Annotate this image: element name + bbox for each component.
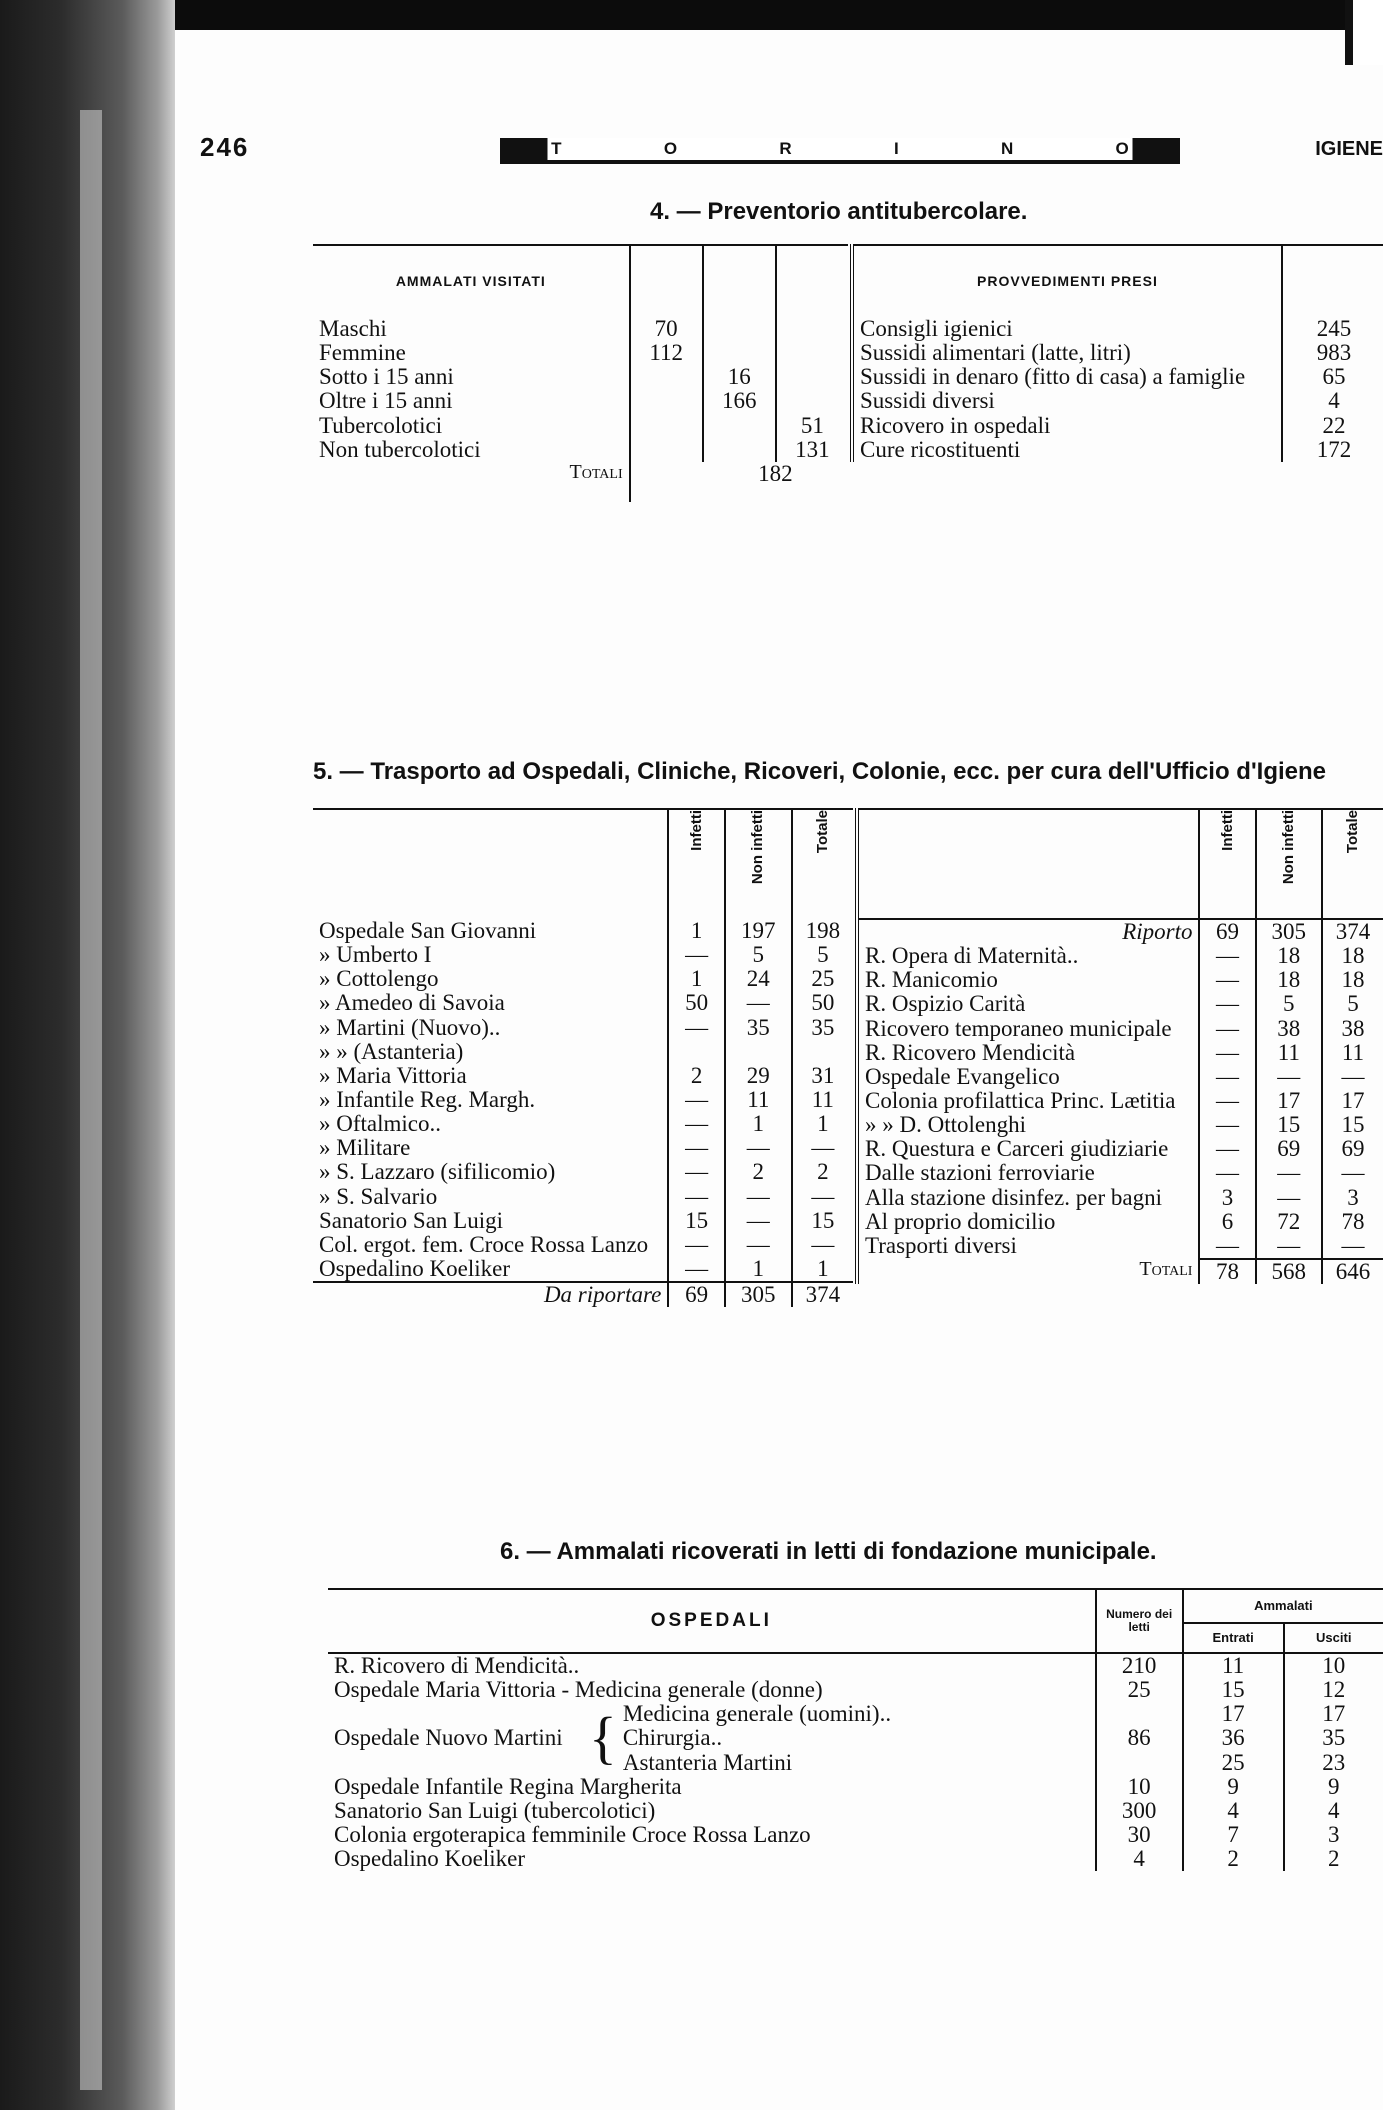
row-label: Ricovero in ospedali [852,414,1282,438]
cell: — [725,1209,792,1233]
row-label: » S. Salvario [319,1183,438,1209]
row-label: » Martini (Nuovo).. [319,1014,501,1040]
row-label: Ospedalino Koeliker [319,1255,510,1281]
table-row [313,317,848,341]
s6-body [328,1653,1383,1702]
s6-martini-sub: Chirurgia.. [622,1725,723,1751]
s6-header-ospedali: OSPEDALI [328,1589,1096,1653]
s4-left-table [313,244,848,502]
cell: 4 [1096,1847,1183,1871]
row-label: Sussidi in denaro (fitto di casa) a famiglie [852,365,1282,389]
cell: 17 [1256,1089,1322,1113]
s5-left-total-b: 305 [725,1282,792,1307]
s4-left-body [313,317,848,462]
table-row [857,1113,1383,1137]
cell: 29 [725,1064,792,1088]
s5-riporto-label: Riporto [857,919,1199,944]
row-label: R. Ricovero Mendicità [857,1041,1199,1065]
cell: 65 [1282,365,1383,389]
cell: — [1199,1065,1255,1089]
row-label: Ospedale San Giovanni [319,918,537,943]
cell [703,438,776,462]
cell: 1 [792,1112,853,1136]
cell: 25 [1221,1749,1245,1775]
table-row [852,317,1383,341]
cell: 172 [1282,438,1383,462]
cell: 2 [1284,1847,1383,1871]
row-label: Sanatorio San Luigi [319,1207,503,1233]
s5-left-total-c: 374 [792,1282,853,1307]
s5-right-body [857,944,1383,1259]
cell: 35 [725,1016,792,1040]
cell: 22 [1282,414,1383,438]
table-row [328,1775,1383,1799]
row-label: Ricovero temporaneo municipale [857,1017,1199,1041]
row-label: Ospedale Infantile Regina Margherita [334,1773,682,1799]
table-row [313,1209,853,1233]
cell: — [668,1136,725,1160]
section-tag: IGIENE [1315,138,1383,160]
col-infetti: Infetti [1218,810,1236,851]
table-row [852,438,1383,462]
s4-right-body [852,317,1383,462]
cell: — [1199,1089,1255,1113]
table-row [852,365,1383,389]
cell [630,365,703,389]
cell: 17 [1221,1701,1245,1727]
table-row [313,1136,853,1160]
cell: 3 [1322,1186,1383,1210]
table-row [328,1799,1383,1823]
row-label: » Umberto I [319,942,432,968]
table-row [313,1233,853,1257]
table-row [852,389,1383,413]
cell: — [1199,968,1255,992]
s6-martini-sub: Medicina generale (uomini).. [622,1701,892,1727]
table-row [857,1041,1383,1065]
s5-left-table [313,808,853,1307]
row-label: » S. Lazzaro (sifilicomio) [319,1159,556,1185]
table-row [328,1847,1383,1871]
cell [630,438,703,462]
cell: 31 [792,1064,853,1088]
cell: — [1199,1113,1255,1137]
running-title [500,138,1180,164]
scan-corner [1345,0,1383,65]
table-row [313,414,848,438]
section-5-title: 5. — Trasporto ad Ospedali, Cliniche, Ricoveri, Colonie, ecc. per cura dell'Ufficio d'Igiene [313,758,1327,785]
table-row [313,1064,853,1088]
cell: 69 [1256,1137,1322,1161]
cell: — [668,1088,725,1112]
cell: — [1199,1017,1255,1041]
row-label: Ospedale Maria Vittoria - Medicina generale (donne) [334,1677,823,1703]
cell: — [1199,1137,1255,1161]
cell: — [1256,1065,1322,1089]
table-row [852,341,1383,365]
cell: 38 [1322,1017,1383,1041]
cell: 198 [792,919,853,943]
s4-left-header: AMMALATI VISITATI [313,245,630,317]
cell [776,341,848,365]
s4-total: 182 [758,460,793,486]
cell: — [1256,1161,1322,1185]
cell: 11 [725,1088,792,1112]
s6-martini-sub: Astanteria Martini [622,1749,793,1775]
cell [630,414,703,438]
row-label: R. Ospizio Carità [857,992,1199,1016]
table-row [857,1161,1383,1185]
cell: 24 [725,967,792,991]
row-label: » » (Astanteria) [319,1038,464,1064]
row-label: » Oftalmico.. [319,1111,441,1137]
cell: 300 [1096,1799,1183,1823]
row-label: Ospedalino Koeliker [334,1846,525,1872]
cell: 3 [1199,1186,1255,1210]
table-row [852,414,1383,438]
s4-right-table [850,244,1383,462]
table-row [313,365,848,389]
s5-left-total-label: Da riportare [543,1282,662,1308]
cell: 1 [668,967,725,991]
cell: 245 [1282,317,1383,341]
cell: — [1199,1041,1255,1065]
cell: 30 [1096,1823,1183,1847]
table-row [857,1137,1383,1161]
row-label: R. Manicomio [857,968,1199,992]
cell: 9 [1284,1775,1383,1799]
table-row [313,1088,853,1112]
table-row [857,968,1383,992]
s5-riporto-a: 69 [1199,919,1255,944]
cell: 11 [1256,1041,1322,1065]
cell: 25 [1096,1678,1183,1702]
row-label: » » D. Ottolenghi [857,1113,1199,1137]
cell: 166 [703,389,776,413]
running-letter: I [893,139,899,158]
cell: 1 [792,1257,853,1282]
row-label: Alla stazione disinfez. per bagni [857,1186,1199,1210]
row-label: Sotto i 15 anni [319,364,454,390]
cell: 11 [1183,1653,1284,1678]
cell: 35 [1322,1725,1346,1751]
table-row [857,1234,1383,1259]
cell: 36 [1221,1725,1245,1751]
cell: 1 [668,919,725,943]
cell: 78 [1322,1210,1383,1234]
cell: 4 [1284,1799,1383,1823]
cell: — [792,1185,853,1209]
s6-header-ammalati: Ammalati [1183,1589,1383,1623]
s6-body [328,1775,1383,1872]
cell: 15 [1183,1678,1284,1702]
cell [792,1040,853,1064]
table-row [328,1653,1383,1678]
s5-riporto-b: 305 [1256,919,1322,944]
row-label: Tubercolotici [319,412,443,438]
cell: 15 [1322,1113,1383,1137]
s5-right-table [855,808,1383,1284]
running-letter: R [779,139,792,158]
s5-right-total-label: Totali [857,1259,1199,1284]
cell [630,389,703,413]
running-letter: N [1000,139,1014,158]
s5-right-total-a: 78 [1199,1259,1255,1284]
cell: 11 [792,1088,853,1112]
cell: 15 [792,1209,853,1233]
section-4-title: 4. — Preventorio antitubercolare. [650,198,1028,225]
s4-right-header: PROVVEDIMENTI PRESI [852,245,1282,317]
row-label: Colonia profilattica Princ. Lætitia [857,1089,1199,1113]
row-label: » Amedeo di Savoia [319,990,505,1016]
cell: 16 [703,365,776,389]
cell [776,365,848,389]
s6-martini-label: Ospedale Nuovo Martini [334,1725,563,1751]
table-row [313,1040,853,1064]
table-row [313,389,848,413]
table-row [857,1089,1383,1113]
table-row [313,1160,853,1184]
cell: 4 [1183,1799,1284,1823]
cell [776,317,848,341]
s5-left-body [313,919,853,1282]
table-row [857,1065,1383,1089]
cell: 18 [1322,944,1383,968]
cell: — [668,1016,725,1040]
cell: 112 [630,341,703,365]
cell [668,1040,725,1064]
s5-right-total-b: 568 [1256,1259,1322,1284]
table-row [313,341,848,365]
cell [703,414,776,438]
col-infetti: Infetti [687,810,705,851]
table-row [313,1016,853,1040]
col-non-infetti: Non infetti [749,810,767,885]
row-label: Dalle stazioni ferroviarie [857,1161,1199,1185]
table-row [857,1017,1383,1041]
cell: 210 [1096,1653,1183,1678]
cell: 9 [1183,1775,1284,1799]
table-row [313,1112,853,1136]
row-label: R. Ricovero di Mendicità.. [334,1653,580,1678]
cell: — [668,1160,725,1184]
s6-header-entrati: Entrati [1183,1623,1284,1653]
section-6-title: 6. — Ammalati ricoverati in letti di fondazione municipale. [500,1538,1157,1565]
row-label: Al proprio domicilio [857,1210,1199,1234]
cell: — [1199,944,1255,968]
cell: 1 [725,1112,792,1136]
cell: — [725,1233,792,1257]
cell: — [792,1136,853,1160]
cell: 2 [792,1160,853,1184]
row-label: Femmine [319,340,406,366]
cell: 69 [1322,1137,1383,1161]
table-row [313,1257,853,1282]
cell: — [668,1257,725,1282]
row-label: » Maria Vittoria [319,1062,467,1088]
cell: 5 [725,943,792,967]
row-label: Col. ergot. fem. Croce Rossa Lanzo [319,1231,649,1257]
cell: 5 [1322,992,1383,1016]
s4-totali-label: Totali [569,460,623,483]
cell: 197 [725,919,792,943]
cell: 72 [1256,1210,1322,1234]
row-label: Ospedale Evangelico [857,1065,1199,1089]
cell: 15 [1256,1113,1322,1137]
row-label: Colonia ergoterapica femminile Croce Rossa Lanzo [334,1821,811,1847]
row-label: Non tubercolotici [319,436,481,462]
cell: 6 [1199,1210,1255,1234]
cell: 5 [1256,992,1322,1016]
s5-left-total-a: 69 [668,1282,725,1307]
cell: 12 [1284,1678,1383,1702]
row-label: R. Opera di Maternità.. [857,944,1199,968]
cell: 7 [1183,1823,1284,1847]
cell: 38 [1256,1017,1322,1041]
row-label: Cure ricostituenti [852,438,1282,462]
table-row [313,1185,853,1209]
cell: 2 [1183,1847,1284,1871]
table-row [313,991,853,1015]
table-row [313,438,848,462]
cell: 23 [1322,1749,1346,1775]
s6-table [328,1588,1383,1871]
cell: — [668,1112,725,1136]
cell: — [1322,1234,1383,1259]
cell: — [668,943,725,967]
cell: 17 [1322,1701,1346,1727]
row-label: Sussidi alimentari (latte, litri) [852,341,1282,365]
s6-martini-letti: 86 [1096,1702,1183,1774]
cell: — [668,1185,725,1209]
cell: — [725,991,792,1015]
cell: — [792,1233,853,1257]
cell: — [725,1185,792,1209]
cell [703,341,776,365]
table-row [313,967,853,991]
cell: 15 [668,1209,725,1233]
s6-martini-row [328,1702,1096,1774]
table-row [857,1210,1383,1234]
cell: 51 [776,414,848,438]
table-row [328,1678,1383,1702]
col-totale: Totale [813,810,831,854]
cell: 18 [1256,968,1322,992]
row-label: Trasporti diversi [857,1234,1199,1259]
cell: — [725,1136,792,1160]
cell: 3 [1284,1823,1383,1847]
cell: 5 [792,943,853,967]
cell [703,317,776,341]
row-label: Oltre i 15 anni [319,388,453,414]
running-letter: O [1115,139,1129,158]
table-row [857,1186,1383,1210]
cell: — [1256,1186,1322,1210]
cell: 25 [792,967,853,991]
cell: 18 [1322,968,1383,992]
running-letter: O [663,139,678,158]
table-row [857,944,1383,968]
table-row [328,1823,1383,1847]
page-edge [80,110,102,2090]
cell: — [1256,1234,1322,1259]
cell: — [668,1233,725,1257]
cell: — [1199,1234,1255,1259]
cell: — [1322,1161,1383,1185]
cell: 70 [630,317,703,341]
row-label: » Infantile Reg. Margh. [319,1086,536,1112]
row-label: R. Questura e Carceri giudiziarie [857,1137,1199,1161]
cell [776,389,848,413]
cell: 11 [1322,1041,1383,1065]
s5-right-total-c: 646 [1322,1259,1383,1284]
cell: 17 [1322,1089,1383,1113]
cell: — [1322,1065,1383,1089]
row-label: Sanatorio San Luigi (tubercolotici) [334,1797,656,1823]
row-label: Maschi [319,316,387,341]
row-label: Sussidi diversi [852,389,1282,413]
page-number: 246 [200,132,250,162]
brace: { [589,1705,617,1771]
row-label: » Militare [319,1135,411,1161]
cell: 131 [776,438,848,462]
col-totale: Totale [1344,810,1362,854]
cell: 983 [1282,341,1383,365]
row-label: Consigli igienici [852,317,1282,341]
cell: 50 [792,991,853,1015]
cell: — [1199,992,1255,1016]
s6-header-usciti: Usciti [1284,1623,1383,1653]
table-row [313,919,853,943]
cell: 4 [1282,389,1383,413]
running-letter: T [551,139,562,158]
cell: 50 [668,991,725,1015]
cell: — [1199,1161,1255,1185]
cell: 10 [1284,1653,1383,1678]
cell: 2 [725,1160,792,1184]
cell [725,1040,792,1064]
scan-border-top [0,0,1383,30]
s6-header-letti: Numero dei letti [1096,1589,1183,1653]
s5-riporto-c: 374 [1322,919,1383,944]
table-row [313,943,853,967]
row-label: » Cottolengo [319,966,439,992]
table-row [857,992,1383,1016]
cell: 35 [792,1016,853,1040]
col-non-infetti: Non infetti [1279,810,1297,885]
cell: 2 [668,1064,725,1088]
cell: 1 [725,1257,792,1282]
cell: 10 [1096,1775,1183,1799]
cell: 18 [1256,944,1322,968]
